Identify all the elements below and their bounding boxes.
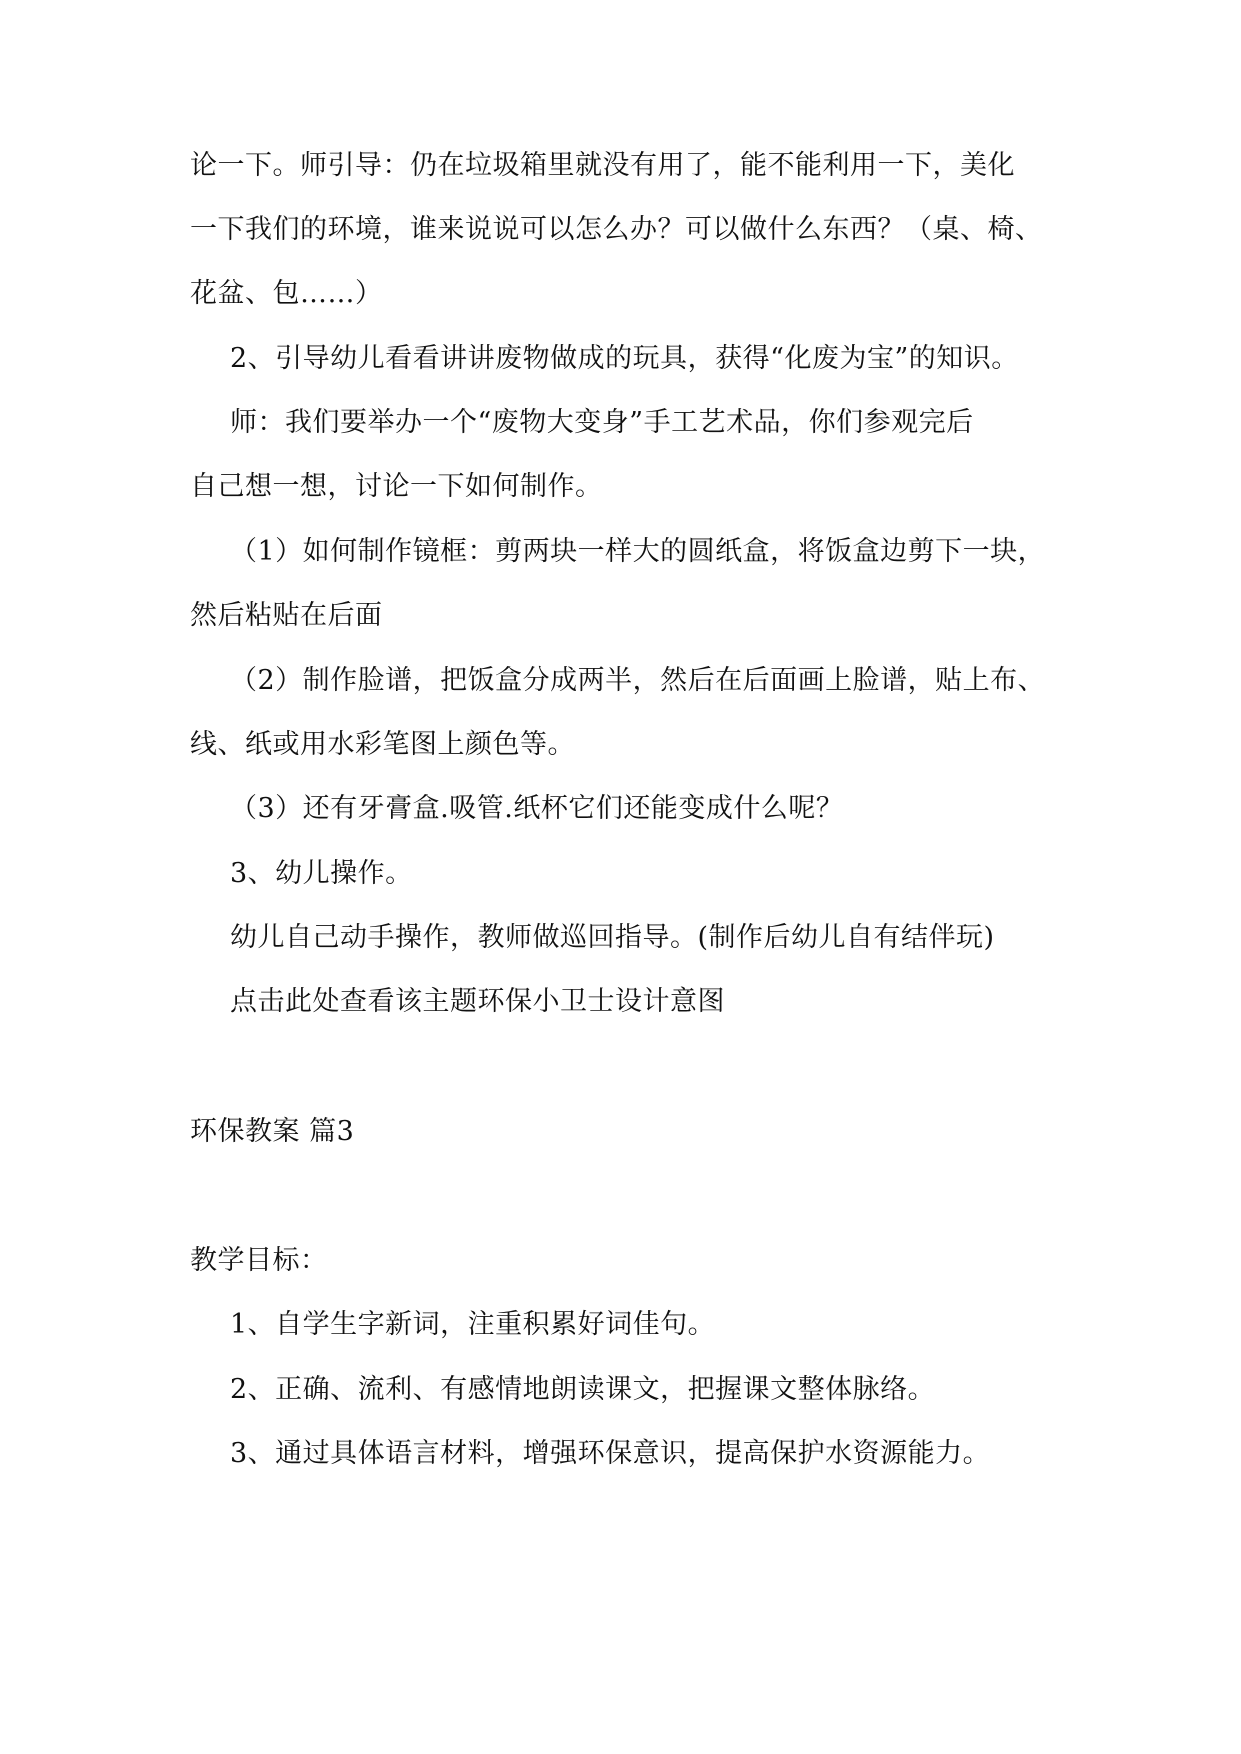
paragraph-line: 花盆、包……）: [190, 278, 383, 309]
paragraph-line: 论一下。师引导：仍在垃圾箱里就没有用了，能不能利用一下，美化: [190, 150, 1015, 181]
paragraph-line: 一下我们的环境，谁来说说可以怎么办？可以做什么东西？（桌、椅、: [190, 214, 1043, 245]
paragraph-line: 线、纸或用水彩笔图上颜色等。: [190, 729, 575, 760]
paragraph-line: 然后粘贴在后面: [190, 600, 383, 631]
paragraph-line: 幼儿自己动手操作，教师做巡回指导。(制作后幼儿自有结伴玩): [230, 922, 995, 953]
objective-item: 2、正确、流利、有感情地朗读课文，把握课文整体脉络。: [230, 1374, 936, 1405]
objectives-heading: 教学目标：: [190, 1245, 328, 1276]
view-design-intent-link[interactable]: 点击此处查看该主题环保小卫士设计意图: [230, 986, 725, 1017]
paragraph-line: 师：我们要举办一个“废物大变身”手工艺术品，你们参观完后: [230, 407, 974, 438]
objective-item: 3、通过具体语言材料，增强环保意识，提高保护水资源能力。: [230, 1438, 991, 1469]
paragraph-line: 2、引导幼儿看看讲讲废物做成的玩具，获得“化废为宝”的知识。: [230, 343, 1019, 374]
paragraph-line: （2）制作脸谱，把饭盒分成两半，然后在后面画上脸谱，贴上布、: [230, 665, 1046, 696]
paragraph-line: 3、幼儿操作。: [230, 858, 413, 889]
paragraph-line: 自己想一想，讨论一下如何制作。: [190, 471, 603, 502]
objective-item: 1、自学生字新词，注重积累好词佳句。: [230, 1309, 716, 1340]
paragraph-line: （3）还有牙膏盒.吸管.纸杯它们还能变成什么呢？: [230, 793, 844, 824]
paragraph-line: （1）如何制作镜框：剪两块一样大的圆纸盒，将饭盒边剪下一块，: [230, 536, 1046, 567]
section-heading: 环保教案 篇3: [190, 1116, 355, 1147]
